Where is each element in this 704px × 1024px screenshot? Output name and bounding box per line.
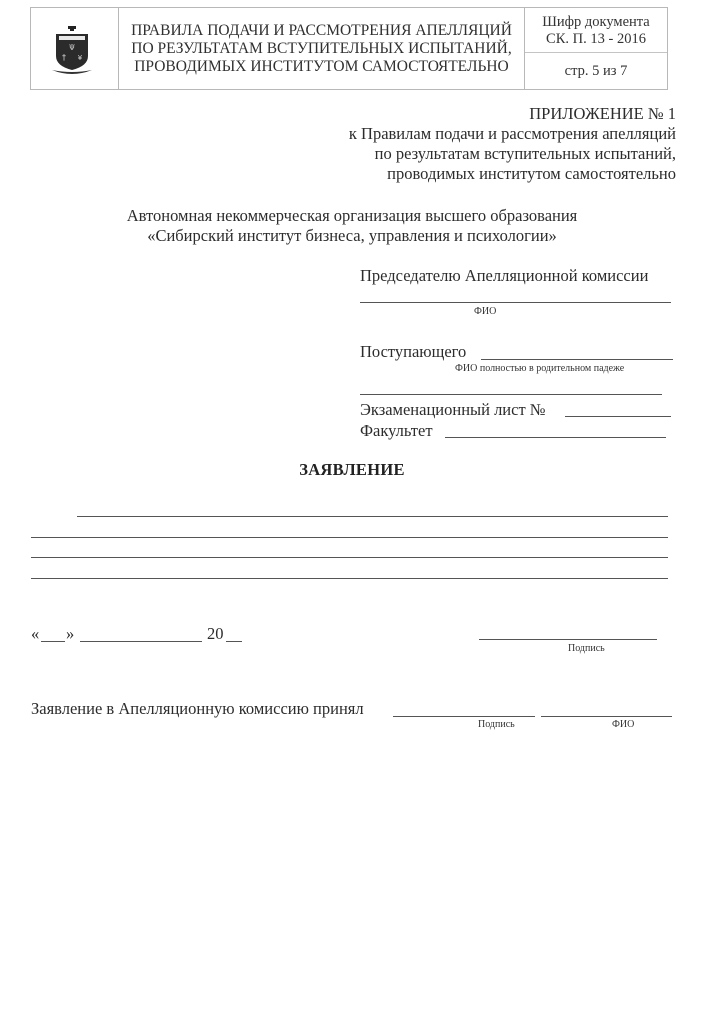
date-month-field[interactable] (80, 641, 202, 642)
faculty-label: Факультет (360, 421, 433, 440)
svg-text:Ψ: Ψ (68, 44, 76, 52)
accepted-name-field[interactable] (541, 716, 672, 717)
document-code-cell (525, 8, 667, 53)
statement-line[interactable] (31, 578, 668, 579)
date-year-field[interactable] (226, 641, 242, 642)
applicant-signature-field[interactable] (479, 639, 657, 640)
header-title (119, 8, 525, 89)
logo-cell (31, 8, 119, 89)
organization-line: Автономная некоммерческая организация высшего образования (126, 206, 578, 225)
header-title-line: ПРОВОДИМЫХ ИНСТИТУТОМ САМОСТОЯТЕЛЬНО (134, 57, 509, 75)
accepted-name-caption: ФИО (612, 719, 635, 730)
organization-name: «Сибирский институт бизнеса, управления и психологии» (147, 226, 557, 245)
chairman-label: Председателю Апелляционной комиссии (360, 266, 649, 285)
statement-title: ЗАЯВЛЕНИЕ (299, 460, 405, 479)
appendix-line: проводимых институтом самостоятельно (387, 164, 676, 183)
applicant-name-field-2[interactable] (360, 394, 662, 395)
document-header (30, 7, 668, 90)
applicant-name-field[interactable] (481, 359, 673, 360)
accepted-signature-field[interactable] (393, 716, 535, 717)
date-open-quote: « (31, 624, 40, 643)
applicant-name-caption: ФИО полностью в родительном падеже (455, 363, 625, 374)
statement-line[interactable] (31, 537, 668, 538)
chairman-name-caption: ФИО (474, 306, 497, 317)
appendix-line: к Правилам подачи и рассмотрения апелляций (348, 124, 676, 143)
applicant-label: Поступающего (360, 342, 467, 361)
appendix-title: ПРИЛОЖЕНИЕ № 1 (529, 104, 676, 123)
accepted-signature-caption: Подпись (478, 719, 515, 730)
header-title-line: ПО РЕЗУЛЬТАТАМ ВСТУПИТЕЛЬНЫХ ИСПЫТАНИЙ, (131, 39, 512, 57)
exam-sheet-field[interactable] (565, 416, 671, 417)
header-title-line: ПРАВИЛА ПОДАЧИ И РАССМОТРЕНИЯ АПЕЛЛЯЦИЙ (131, 21, 512, 39)
date-close-quote: » (66, 624, 75, 643)
svg-text:¥: ¥ (77, 54, 83, 62)
appendix-line: по результатам вступительных испытаний, (374, 144, 676, 163)
chairman-name-field[interactable] (360, 302, 671, 303)
page-number: стр. 5 из 7 (564, 63, 628, 79)
date-year-prefix: 20 (207, 624, 224, 643)
accepted-label: Заявление в Апелляционную комиссию принял (31, 699, 364, 718)
faculty-field[interactable] (445, 437, 666, 438)
signature-caption: Подпись (568, 643, 605, 654)
statement-line[interactable] (77, 516, 668, 517)
institute-crest-logo (50, 26, 94, 76)
statement-line[interactable] (31, 557, 668, 558)
svg-text:†: † (62, 53, 66, 62)
date-day-field[interactable] (41, 641, 65, 642)
document-code-value: СК. П. 13 - 2016 (546, 31, 646, 47)
exam-sheet-label: Экзаменационный лист № (360, 400, 546, 419)
document-code-label: Шифр документа (542, 14, 650, 30)
